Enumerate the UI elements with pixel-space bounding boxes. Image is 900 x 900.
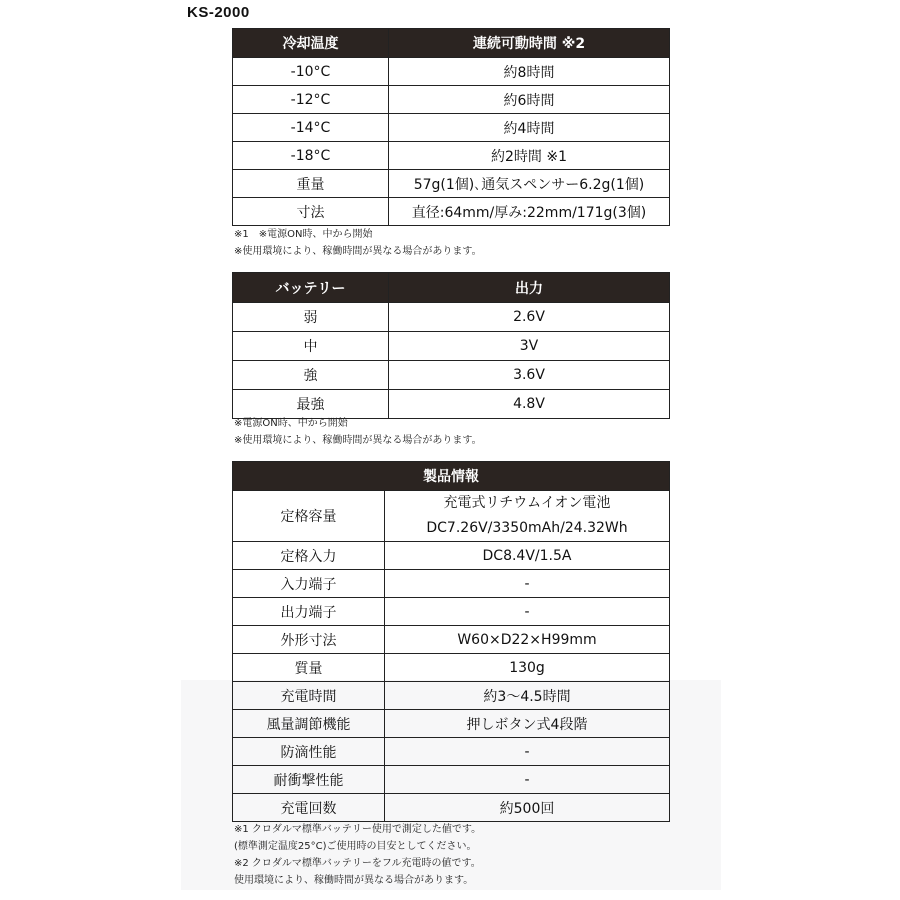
rated-capacity-line2: DC7.26V/3350mAh/24.32Wh: [426, 520, 628, 536]
table-row: [233, 626, 670, 654]
row-label: 風量調節機能: [233, 710, 385, 738]
table-row: [233, 542, 670, 570]
row-value: 3V: [389, 332, 670, 361]
table-row: [233, 570, 670, 598]
header-battery: バッテリー: [233, 273, 389, 303]
row-label: 寸法: [233, 198, 389, 226]
rated-capacity-line1: 充電式リチウムイオン電池: [443, 495, 611, 511]
row-value: 57g(1個)､通気スペンサー6.2g(1個): [389, 170, 670, 198]
battery-output-table: [232, 272, 670, 419]
table-row: [233, 682, 670, 710]
row-value: 直径:64mm/厚み:22mm/171g(3個): [389, 198, 670, 226]
table1-notes: [234, 226, 482, 260]
row-label: 充電回数: [233, 794, 385, 822]
row-value: 130g: [385, 654, 670, 682]
table-header-row: [233, 273, 670, 303]
row-label: 防滴性能: [233, 738, 385, 766]
row-label: 出力端子: [233, 598, 385, 626]
table-row: [233, 332, 670, 361]
row-value: 約6時間: [389, 86, 670, 114]
row-value: DC8.4V/1.5A: [385, 542, 670, 570]
table-row: [233, 491, 670, 542]
row-value: 約500回: [385, 794, 670, 822]
row-value: 押しボタン式4段階: [385, 710, 670, 738]
row-value: 4.8V: [389, 390, 670, 419]
table-row: [233, 198, 670, 226]
note-line: ※使用環境により、稼働時間が異なる場合があります。: [234, 246, 482, 257]
row-label: -10°C: [233, 58, 389, 86]
table-row: [233, 303, 670, 332]
table-row: [233, 738, 670, 766]
table-row: [233, 766, 670, 794]
header-continuous-time: 連続可動時間 ※2: [389, 29, 670, 58]
table-row: [233, 142, 670, 170]
table-row: [233, 710, 670, 738]
row-value: 約2時間 ※1: [389, 142, 670, 170]
row-label: 強: [233, 361, 389, 390]
note-line: ※電源ON時、中から開始: [234, 418, 348, 429]
row-label: 外形寸法: [233, 626, 385, 654]
table3-notes: [234, 821, 481, 889]
row-label: 入力端子: [233, 570, 385, 598]
table-header-row: [233, 29, 670, 58]
table-row: [233, 170, 670, 198]
row-label: 定格入力: [233, 542, 385, 570]
table-row: [233, 58, 670, 86]
table-header-row: [233, 462, 670, 491]
table-row: [233, 86, 670, 114]
note-line: ※1 ※電源ON時、中から開始: [234, 229, 373, 240]
row-value: -: [385, 598, 670, 626]
row-label: 弱: [233, 303, 389, 332]
row-label: 質量: [233, 654, 385, 682]
row-value: 2.6V: [389, 303, 670, 332]
note-line: 使用環境により、稼働時間が異なる場合があります。: [234, 875, 474, 886]
row-label: -18°C: [233, 142, 389, 170]
row-label: 最強: [233, 390, 389, 419]
model-title: KS-2000: [187, 4, 250, 21]
row-label: 重量: [233, 170, 389, 198]
note-line: ※2 クロダルマ標準バッテリーをフル充電時の値です。: [234, 858, 481, 869]
product-info-table: [232, 461, 670, 822]
row-value: 約4時間: [389, 114, 670, 142]
row-value: 約8時間: [389, 58, 670, 86]
row-label: -14°C: [233, 114, 389, 142]
row-label: -12°C: [233, 86, 389, 114]
header-product-info: 製品情報: [233, 462, 670, 491]
row-value: -: [385, 738, 670, 766]
table-row: [233, 794, 670, 822]
row-value: -: [385, 570, 670, 598]
note-line: ※使用環境により、稼働時間が異なる場合があります。: [234, 435, 482, 446]
row-label: 定格容量: [233, 491, 385, 542]
row-value: 約3～4.5時間: [385, 682, 670, 710]
row-label: 中: [233, 332, 389, 361]
row-value: [385, 491, 670, 542]
table2-notes: [234, 415, 482, 449]
row-label: 充電時間: [233, 682, 385, 710]
table-row: [233, 654, 670, 682]
row-value: W60×D22×H99mm: [385, 626, 670, 654]
header-cooling-temp: 冷却温度: [233, 29, 389, 58]
note-line: (標準測定温度25°C)ご使用時の目安としてください。: [234, 841, 477, 852]
note-line: ※1 クロダルマ標準バッテリー使用で測定した値です。: [234, 824, 482, 835]
row-value: -: [385, 766, 670, 794]
table-row: [233, 361, 670, 390]
header-output: 出力: [389, 273, 670, 303]
table-row: [233, 114, 670, 142]
row-label: 耐衝撃性能: [233, 766, 385, 794]
row-value: 3.6V: [389, 361, 670, 390]
cooling-time-table: [232, 28, 670, 226]
table-row: [233, 598, 670, 626]
